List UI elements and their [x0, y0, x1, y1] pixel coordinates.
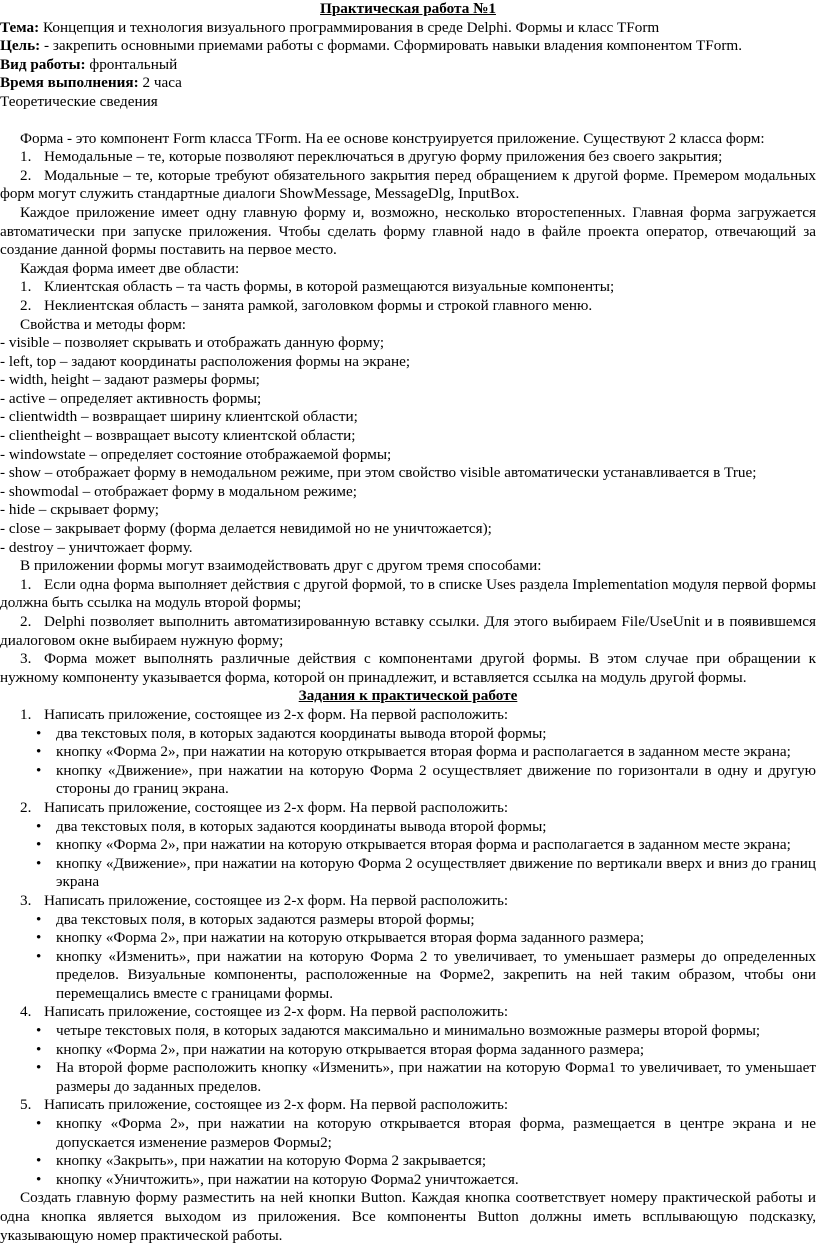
task-bullet	[0, 725, 816, 744]
task-bullet	[0, 929, 816, 948]
interact-item-number: 1.	[20, 575, 32, 593]
theory-intro: Форма - это компонент Form класса TForm. На ее основе конструируется приложение. Существуют 2 класса форм:	[20, 129, 765, 147]
task-item-1	[0, 706, 816, 725]
task-number: 3.	[20, 891, 32, 909]
bullet-icon: •	[36, 724, 42, 742]
prop-item: - close – закрывает форму (форма делается невидимой но не уничтожается);	[0, 520, 492, 538]
time-line	[0, 74, 816, 93]
task-bullet	[0, 911, 816, 930]
task-number: 2.	[20, 798, 32, 816]
task-bullet-text: кнопку «Форма 2», при нажатии на которую открывается вторая форма и располагается в заданном месте экрана;	[56, 836, 791, 854]
task-bullet-text: кнопку «Форма 2», при нажатии на которую открывается вторая форма и располагается в заданном месте экрана;	[56, 743, 791, 761]
form-area-item-text: Клиентская область – та часть формы, в которой размещаются визуальные компоненты;	[44, 278, 615, 296]
time-label: Время выполнения:	[0, 74, 139, 92]
task-bullet-text: кнопку «Уничтожить», при нажатии на которую Форма2 уничтожается.	[56, 1170, 519, 1188]
task-bullet-text: кнопку «Движение», при нажатии на которую Форма 2 осуществляет движение по горизонтали в одну и другую стороны до границ экрана.	[56, 761, 816, 798]
task-text: Написать приложение, состоящее из 2-х форм. На первой расположить:	[44, 705, 509, 723]
bullet-icon: •	[36, 1115, 42, 1133]
task-bullet-text: кнопку «Изменить», при нажатии на которую Форма 2 то увеличивает, то уменьшает размеры до определенных пределов. Визуальные компоненты, расположенные на Форме2, закрепить на ней таким образом, чтобы они перемещались вместе с границами формы.	[56, 947, 816, 1002]
task-text: Написать приложение, состоящее из 2-х форм. На первой расположить:	[44, 1096, 509, 1114]
bullet-icon: •	[36, 854, 42, 872]
goal-text: - закрепить основными приемами работы с формами. Сформировать навыки владения компонентом TForm.	[40, 37, 742, 55]
interact-list	[0, 576, 816, 688]
prop-item: - clientwidth – возвращает ширину клиентской области;	[0, 408, 358, 426]
task-bullet-text: два текстовых поля, в которых задаются размеры второй формы;	[56, 910, 475, 928]
task-number: 4.	[20, 1003, 32, 1021]
task-bullet-text: четыре текстовых поля, в которых задаются максимально и минимально возможные размеры второй формы;	[56, 1022, 761, 1040]
bullet-icon: •	[36, 743, 42, 761]
form-kind-item-2	[0, 167, 816, 204]
prop-item: - clientheight – возвращает высоту клиентской области;	[0, 427, 356, 445]
goal-label: Цель:	[0, 37, 41, 55]
prop-item: - active – определяет активность формы;	[0, 389, 262, 407]
task-bullet	[0, 818, 816, 837]
form-area-item-text: Неклиентская область – занята рамкой, заголовком формы и строкой главного меню.	[44, 296, 593, 314]
form-kind-item-1	[0, 148, 816, 167]
form-kinds-list	[0, 148, 816, 204]
task-bullet-text: кнопку «Закрыть», при нажатии на которую Форма 2 закрывается;	[56, 1152, 487, 1170]
task-number: 1.	[20, 705, 32, 723]
theory-heading: Теоретические сведения	[0, 92, 158, 110]
tasks-list	[0, 706, 816, 1189]
bullet-icon: •	[36, 1152, 42, 1170]
task-bullet	[0, 743, 816, 762]
bullet-icon: •	[36, 1040, 42, 1058]
task-bullet	[0, 1171, 816, 1190]
task-bullet	[0, 836, 816, 855]
work-type-line	[0, 56, 816, 75]
bullet-icon: •	[36, 947, 42, 965]
areas-intro: Каждая форма имеет две области:	[20, 259, 240, 277]
tasks-title: Задания к практической работе	[298, 687, 518, 705]
task-item-4	[0, 1003, 816, 1022]
form-area-item-number: 2.	[20, 296, 32, 314]
task-bullet	[0, 948, 816, 1004]
task-bullet-text: кнопку «Форма 2», при нажатии на которую открывается вторая форма, размещается в центре экрана и не допускается изменение размеров Формы2;	[56, 1115, 816, 1151]
task-item-5	[0, 1096, 816, 1115]
task-bullet-text: кнопку «Форма 2», при нажатии на которую открывается вторая форма заданного размера;	[56, 1040, 645, 1058]
task-bullet-text: два текстовых поля, в которых задаются координаты вывода второй формы;	[56, 724, 547, 742]
task-text: Написать приложение, состоящее из 2-х форм. На первой расположить:	[44, 798, 509, 816]
task-bullet-text: два текстовых поля, в которых задаются координаты вывода второй формы;	[56, 817, 547, 835]
interact-item-2	[0, 613, 816, 650]
prop-item: - windowstate – определяет состояние отображаемой формы;	[0, 445, 392, 463]
interact-item-number: 3.	[20, 650, 32, 668]
bullet-icon: •	[36, 817, 42, 835]
props-intro: Свойства и методы форм:	[20, 315, 187, 333]
interact-item-1	[0, 576, 816, 613]
bullet-icon: •	[36, 1170, 42, 1188]
task-number: 5.	[20, 1096, 32, 1114]
form-area-item-2	[0, 297, 816, 316]
task-item-3	[0, 892, 816, 911]
form-area-item-number: 1.	[20, 278, 32, 296]
interact-item-3	[0, 650, 816, 687]
form-areas-list	[0, 278, 816, 315]
task-bullet-text: На второй форме расположить кнопку «Изменить», при нажатии на которую Форма1 то увеличивает, то уменьшает размеры до заданных пределов.	[56, 1059, 816, 1095]
form-kind-item-number: 1.	[20, 148, 32, 166]
form-kind-item-text: Немодальные – те, которые позволяют переключаться в другую форму приложения без своего закрытия;	[44, 148, 723, 166]
bullet-icon: •	[36, 761, 42, 779]
prop-item: - width, height – задают размеры формы;	[0, 371, 260, 389]
goal-line	[0, 37, 816, 56]
task-bullet	[0, 1059, 816, 1096]
task-text: Написать приложение, состоящее из 2-х форм. На первой расположить:	[44, 891, 509, 909]
prop-item: - destroy – уничтожает форму.	[0, 538, 193, 556]
prop-item: - visible – позволяет скрывать и отображать данную форму;	[0, 334, 385, 352]
prop-item: - left, top – задают координаты расположения формы на экране;	[0, 352, 411, 370]
interact-intro: В приложении формы могут взаимодействовать друг с другом тремя способами:	[20, 557, 542, 575]
bullet-icon: •	[36, 1022, 42, 1040]
task-bullet	[0, 1022, 816, 1041]
bullet-icon: •	[36, 836, 42, 854]
prop-item: - showmodal – отображает форму в модальном режиме;	[0, 482, 357, 500]
task-text: Написать приложение, состоящее из 2-х форм. На первой расположить:	[44, 1003, 509, 1021]
interact-item-text: Форма может выполнять различные действия с компонентами другой формы. В этом случае при обращении к нужному компоненту указывается форма, которой он принадлежит, и вставляется ссылка на модуль другой формы.	[0, 650, 816, 686]
bullet-icon: •	[36, 929, 42, 947]
work-type-label: Вид работы:	[0, 55, 86, 73]
task-bullet	[0, 1115, 816, 1152]
bullet-icon: •	[36, 910, 42, 928]
bullet-icon: •	[36, 1059, 42, 1077]
task-bullet-text: кнопку «Движение», при нажатии на которую Форма 2 осуществляет движение по вертикали вверх и вниз до границ экрана	[56, 854, 816, 891]
interact-item-text: Delphi позволяет выполнить автоматизированную вставку ссылки. Для этого выбираем File/UseUnit и в появившемся диалоговом окне выбираем нужную форму;	[0, 613, 816, 649]
topic-line	[0, 19, 816, 38]
time-text: 2 часа	[138, 74, 182, 92]
task-bullet	[0, 762, 816, 799]
task-bullet	[0, 1152, 816, 1171]
main-form-paragraph: Каждое приложение имеет одну главную форму и, возможно, несколько второстепенных. Главная форма загружается автоматически при запуске приложения. Чтобы сделать форму главной надо в файле проекта оператор, отвечающий за создание данной формы поставить на первое место.	[0, 203, 816, 259]
topic-label: Тема:	[0, 18, 40, 36]
work-type-text: фронтальный	[85, 55, 178, 73]
prop-item: - show – отображает форму в немодальном режиме, при этом свойство visible автоматически устанавливается в True;	[0, 464, 757, 482]
prop-item: - hide – скрывает форму;	[0, 501, 160, 519]
props-list	[0, 334, 816, 557]
interact-item-number: 2.	[20, 613, 32, 630]
interact-item-text: Если одна форма выполняет действия с другой формой, то в списке Uses раздела Implementation модуля первой формы должна быть ссылка на модуль второй формы;	[0, 575, 816, 612]
topic-text: Концепция и технология визуального программирования в среде Delphi. Формы и класс TForm	[39, 18, 660, 36]
form-kind-item-number: 2.	[20, 166, 32, 184]
form-area-item-1	[0, 278, 816, 297]
final-paragraph: Создать главную форму разместить на ней кнопки Button. Каждая кнопка соответствует номеру практической работы и одна кнопка является выходом из приложения. Все компоненты Button должны иметь всплывающую подсказку, указывающую номер практической работы.	[0, 1189, 816, 1244]
task-bullet	[0, 1041, 816, 1060]
task-item-2	[0, 799, 816, 818]
task-bullet-text: кнопку «Форма 2», при нажатии на которую открывается вторая форма заданного размера;	[56, 929, 645, 947]
task-bullet	[0, 855, 816, 892]
form-kind-item-text: Модальные – те, которые требуют обязательного закрытия перед обращением к другой форме. Премером модальных форм могут служить стандартные диалоги ShowMessage, MessageDlg, InputBox.	[0, 166, 816, 203]
page-title: Практическая работа №1	[320, 0, 496, 17]
